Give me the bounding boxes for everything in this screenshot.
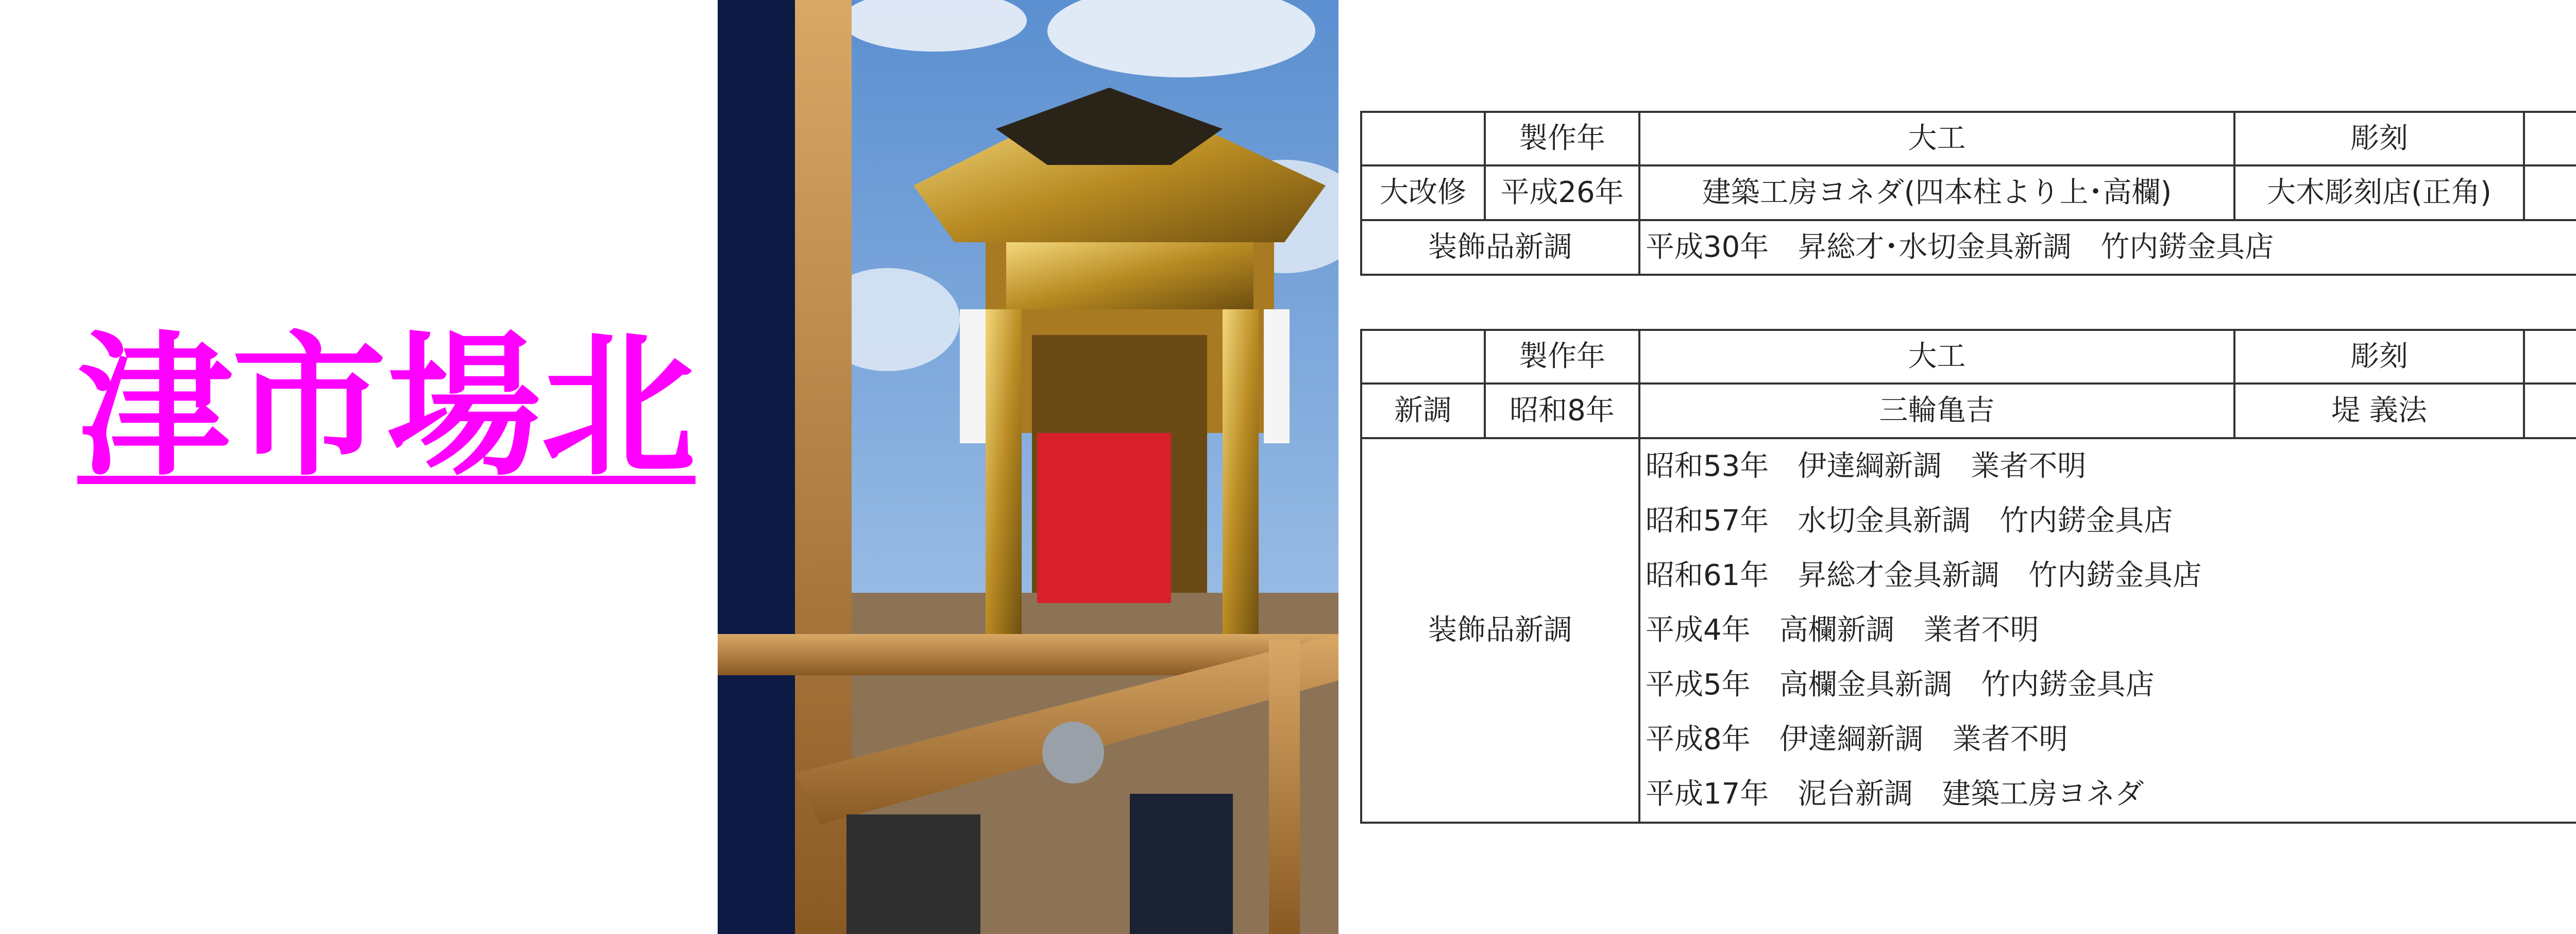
- header-blank-cell: [1361, 112, 1485, 165]
- header-choukoku: 彫刻: [2234, 112, 2524, 165]
- row-daiku: 三輪亀吉: [1639, 383, 2234, 438]
- page-title: 津市場北: [77, 317, 696, 497]
- header-blank-cell: [1361, 330, 1485, 383]
- list-item: 昭和53年 伊達綱新調 業者不明: [1646, 449, 2087, 483]
- table-row: [1361, 383, 2576, 438]
- list-item: 昭和57年 水切金具新調 竹内錺金具店: [1646, 504, 2173, 538]
- table-header-row: [1361, 330, 2576, 383]
- row-choukoku: 堤 義法: [2234, 383, 2524, 438]
- list-item: 平成8年 伊達綱新調 業者不明: [1646, 723, 2068, 757]
- row-year: 平成26年: [1485, 165, 1639, 220]
- history-table-2: [1360, 329, 2576, 824]
- table-row-decor: [1361, 438, 2576, 823]
- header-kanagu: [2524, 330, 2576, 383]
- row-kanagu: [2524, 165, 2576, 220]
- row-kanagu: [2524, 383, 2576, 438]
- table-header-row: [1361, 112, 2576, 165]
- row-year: 昭和8年: [1485, 383, 1639, 438]
- header-daiku: 大工: [1639, 112, 2234, 165]
- list-item: 昭和61年 昇総才金具新調 竹内錺金具店: [1646, 559, 2202, 593]
- decor-list: [1639, 438, 2576, 823]
- header-year: 製作年: [1485, 330, 1639, 383]
- decor-text: 平成30年 昇総才･水切金具新調 竹内錺金具店: [1639, 220, 2576, 275]
- list-item: 平成5年 高欄金具新調 竹内錺金具店: [1646, 668, 2155, 702]
- table-row-decor: [1361, 220, 2576, 275]
- list-item: 平成17年 泥台新調 建築工房ヨネダ: [1646, 777, 2144, 811]
- header-kanagu: [2524, 112, 2576, 165]
- history-table-1: [1360, 111, 2576, 276]
- danjiri-photo: [718, 0, 1338, 934]
- decor-label: 装飾品新調: [1361, 438, 1639, 823]
- header-choukoku: 彫刻: [2234, 330, 2524, 383]
- header-daiku: 大工: [1639, 330, 2234, 383]
- danjiri-festival-float-photo-icon: [718, 0, 1338, 934]
- row-type: 大改修: [1361, 165, 1485, 220]
- list-item: 平成4年 高欄新調 業者不明: [1646, 613, 2039, 647]
- row-choukoku: 大木彫刻店(正角): [2234, 165, 2524, 220]
- header-year: 製作年: [1485, 112, 1639, 165]
- decor-label: 装飾品新調: [1361, 220, 1639, 275]
- table-row: [1361, 165, 2576, 220]
- row-daiku: 建築工房ヨネダ(四本柱より上･高欄): [1639, 165, 2234, 220]
- row-type: 新調: [1361, 383, 1485, 438]
